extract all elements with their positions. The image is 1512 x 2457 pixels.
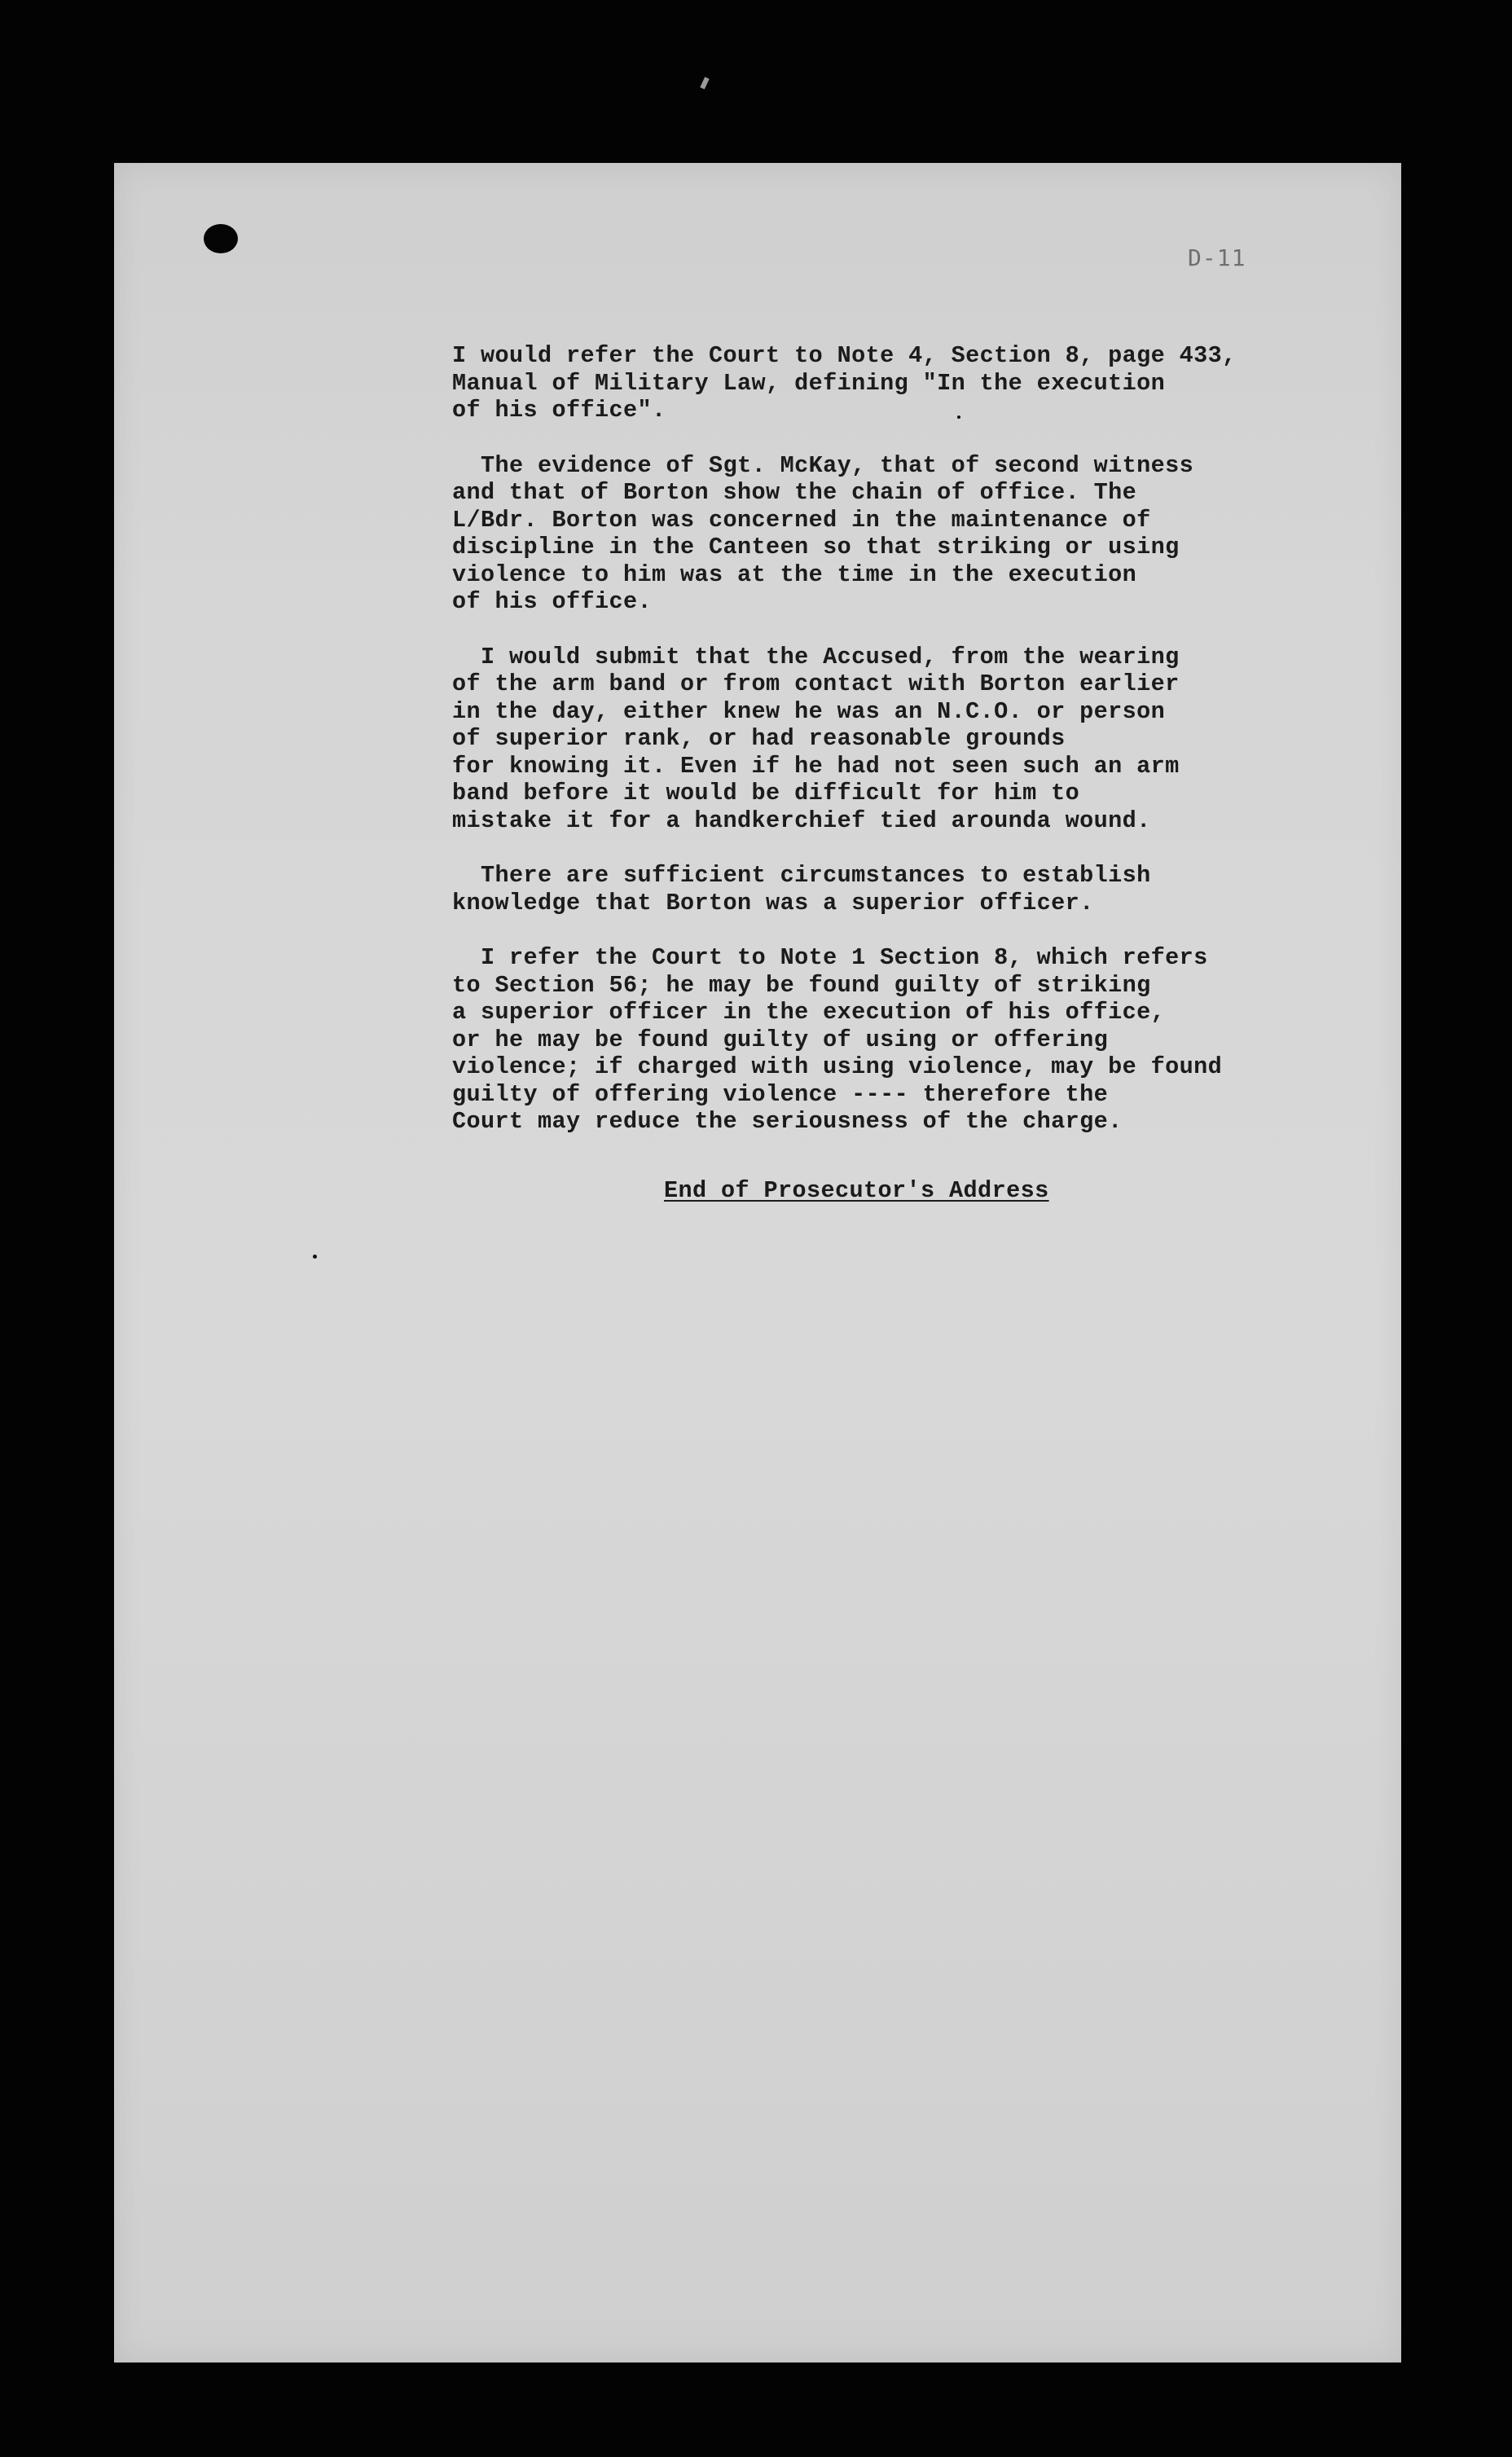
- film-speck: [700, 77, 709, 89]
- page-number: D-11: [1188, 244, 1246, 271]
- paragraph-circumstances: There are sufficient circumstances to establish knowledge that Borton was a superior officer.: [452, 862, 1151, 916]
- paragraph-submission: I would submit that the Accused, from the wearing of the arm band or from contact with Borton earlier in the day, either knew he was an N.C.O. or person of superior rank, or had reasonable grounds for knowing it. Even if he had not seen such an arm band before it would be difficult for him to mistake it for a handkerchief tied arounda wound.: [452, 643, 1180, 834]
- paragraph-evidence: The evidence of Sgt. McKay, that of second witness and that of Borton show the chain of office. The L/Bdr. Borton was concerned in the maintenance of discipline in the Canteen so that striking or using violence to him was at the time in the execution of his office.: [452, 451, 1194, 615]
- paper-speck: [313, 1255, 317, 1259]
- paragraph-reference-note-1: I refer the Court to Note 1 Section 8, which refers to Section 56; he may be found guilty of striking a superior officer in the execution of his office, or he may be found guilty of using or offering violence; if charged with using violence, may be found guilty of offering violence ---- therefore the Court may reduce the seriousness of the charge.: [452, 944, 1223, 1135]
- punch-hole: [204, 224, 238, 253]
- paragraph-reference-note-4: I would refer the Court to Note 4, Section 8, page 433, Manual of Military Law, defining "In the execution of his office".: [452, 342, 1237, 424]
- paper-speck: [957, 415, 960, 419]
- closing-line: End of Prosecutor's Address: [664, 1177, 1049, 1204]
- document-body: [452, 342, 1365, 1163]
